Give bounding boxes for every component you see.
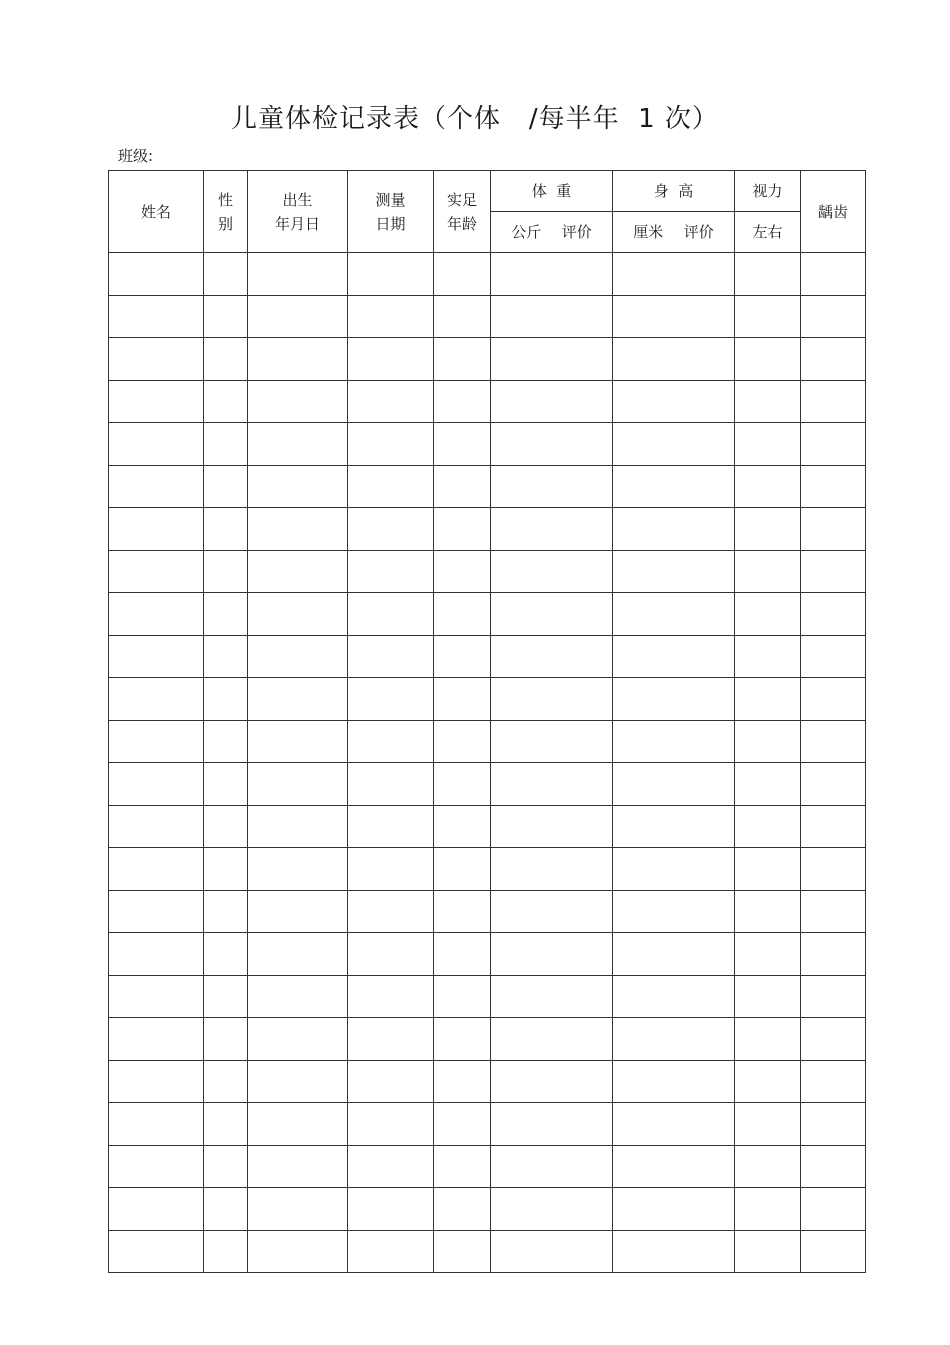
header-weight-sub xyxy=(491,212,613,253)
cell-birth[interactable] xyxy=(248,763,348,806)
cell-measure-date[interactable] xyxy=(348,763,434,806)
cell-height[interactable] xyxy=(613,1230,735,1273)
cell-name[interactable] xyxy=(109,380,204,423)
cell-teeth[interactable] xyxy=(801,805,866,848)
cell-teeth[interactable] xyxy=(801,635,866,678)
cell-age[interactable] xyxy=(434,890,491,933)
cell-weight[interactable] xyxy=(491,975,613,1018)
cell-measure-date[interactable] xyxy=(348,593,434,636)
header-vision-lr: 左右 xyxy=(735,212,801,253)
cell-teeth[interactable] xyxy=(801,295,866,338)
cell-measure-date[interactable] xyxy=(348,380,434,423)
cell-height[interactable] xyxy=(613,848,735,891)
cell-birth[interactable] xyxy=(248,1060,348,1103)
header-name: 姓名 xyxy=(109,171,204,253)
header-weight xyxy=(491,171,613,212)
cell-height[interactable] xyxy=(613,1145,735,1188)
cell-measure-date[interactable] xyxy=(348,1188,434,1231)
cell-weight[interactable] xyxy=(491,1103,613,1146)
header-weight-kg: 公斤 xyxy=(511,223,542,241)
cell-name[interactable] xyxy=(109,890,204,933)
cell-height[interactable] xyxy=(613,975,735,1018)
cell-vision[interactable] xyxy=(735,338,801,381)
table-row xyxy=(109,763,866,806)
cell-gender[interactable] xyxy=(204,295,248,338)
cell-age[interactable] xyxy=(434,1103,491,1146)
cell-name[interactable] xyxy=(109,1230,204,1273)
cell-birth[interactable] xyxy=(248,423,348,466)
cell-measure-date[interactable] xyxy=(348,805,434,848)
cell-height[interactable] xyxy=(613,253,735,296)
cell-birth[interactable] xyxy=(248,253,348,296)
cell-weight[interactable] xyxy=(491,763,613,806)
cell-gender[interactable] xyxy=(204,1103,248,1146)
cell-measure-date[interactable] xyxy=(348,933,434,976)
cell-teeth[interactable] xyxy=(801,1103,866,1146)
cell-name[interactable] xyxy=(109,593,204,636)
cell-measure-date[interactable] xyxy=(348,338,434,381)
table-row xyxy=(109,380,866,423)
cell-age[interactable] xyxy=(434,1018,491,1061)
header-vision: 视力 xyxy=(735,171,801,212)
table-row xyxy=(109,1230,866,1273)
cell-gender[interactable] xyxy=(204,380,248,423)
cell-height[interactable] xyxy=(613,678,735,721)
table-row xyxy=(109,975,866,1018)
cell-birth[interactable] xyxy=(248,380,348,423)
cell-height[interactable] xyxy=(613,763,735,806)
cell-height[interactable] xyxy=(613,1060,735,1103)
cell-name[interactable] xyxy=(109,1060,204,1103)
cell-measure-date[interactable] xyxy=(348,635,434,678)
cell-age[interactable] xyxy=(434,1145,491,1188)
cell-birth[interactable] xyxy=(248,1188,348,1231)
class-label: 班级: xyxy=(118,147,154,165)
cell-age[interactable] xyxy=(434,933,491,976)
cell-weight[interactable] xyxy=(491,423,613,466)
cell-vision[interactable] xyxy=(735,933,801,976)
cell-birth[interactable] xyxy=(248,635,348,678)
cell-name[interactable] xyxy=(109,295,204,338)
cell-name[interactable] xyxy=(109,805,204,848)
table-row xyxy=(109,933,866,976)
cell-weight[interactable] xyxy=(491,1018,613,1061)
cell-teeth[interactable] xyxy=(801,1188,866,1231)
cell-measure-date[interactable] xyxy=(348,1060,434,1103)
cell-birth[interactable] xyxy=(248,465,348,508)
cell-birth[interactable] xyxy=(248,720,348,763)
cell-teeth[interactable] xyxy=(801,1230,866,1273)
cell-weight[interactable] xyxy=(491,508,613,551)
cell-name[interactable] xyxy=(109,678,204,721)
header-height-cm: 厘米 xyxy=(633,223,664,241)
header-age-line1: 实足 xyxy=(446,190,477,209)
cell-height[interactable] xyxy=(613,380,735,423)
cell-gender[interactable] xyxy=(204,933,248,976)
cell-vision[interactable] xyxy=(735,1145,801,1188)
cell-birth[interactable] xyxy=(248,805,348,848)
cell-gender[interactable] xyxy=(204,848,248,891)
cell-weight[interactable] xyxy=(491,678,613,721)
cell-name[interactable] xyxy=(109,635,204,678)
cell-weight[interactable] xyxy=(491,465,613,508)
cell-name[interactable] xyxy=(109,933,204,976)
cell-gender[interactable] xyxy=(204,720,248,763)
cell-age[interactable] xyxy=(434,380,491,423)
table-row xyxy=(109,295,866,338)
cell-vision[interactable] xyxy=(735,975,801,1018)
cell-birth[interactable] xyxy=(248,678,348,721)
cell-gender[interactable] xyxy=(204,338,248,381)
cell-gender[interactable] xyxy=(204,253,248,296)
cell-height[interactable] xyxy=(613,890,735,933)
cell-measure-date[interactable] xyxy=(348,550,434,593)
cell-name[interactable] xyxy=(109,1145,204,1188)
cell-weight[interactable] xyxy=(491,720,613,763)
cell-age[interactable] xyxy=(434,295,491,338)
cell-height[interactable] xyxy=(613,805,735,848)
cell-teeth[interactable] xyxy=(801,423,866,466)
cell-measure-date[interactable] xyxy=(348,890,434,933)
cell-height[interactable] xyxy=(613,295,735,338)
cell-gender[interactable] xyxy=(204,1018,248,1061)
header-gender-line2: 别 xyxy=(217,214,233,233)
table-row xyxy=(109,1188,866,1231)
cell-name[interactable] xyxy=(109,720,204,763)
cell-age[interactable] xyxy=(434,848,491,891)
cell-teeth[interactable] xyxy=(801,550,866,593)
cell-gender[interactable] xyxy=(204,593,248,636)
cell-gender[interactable] xyxy=(204,1145,248,1188)
table-row xyxy=(109,890,866,933)
cell-age[interactable] xyxy=(434,678,491,721)
cell-birth[interactable] xyxy=(248,295,348,338)
cell-measure-date[interactable] xyxy=(348,1230,434,1273)
cell-measure-date[interactable] xyxy=(348,848,434,891)
cell-teeth[interactable] xyxy=(801,465,866,508)
cell-measure-date[interactable] xyxy=(348,678,434,721)
cell-vision[interactable] xyxy=(735,720,801,763)
cell-height[interactable] xyxy=(613,720,735,763)
cell-vision[interactable] xyxy=(735,423,801,466)
table-row xyxy=(109,508,866,551)
cell-birth[interactable] xyxy=(248,1103,348,1146)
table-row xyxy=(109,465,866,508)
cell-measure-date[interactable] xyxy=(348,465,434,508)
cell-teeth[interactable] xyxy=(801,763,866,806)
cell-vision[interactable] xyxy=(735,295,801,338)
header-weight-label: 体 重 xyxy=(531,182,572,200)
cell-height[interactable] xyxy=(613,1103,735,1146)
cell-weight[interactable] xyxy=(491,593,613,636)
cell-gender[interactable] xyxy=(204,508,248,551)
cell-age[interactable] xyxy=(434,508,491,551)
header-measure-date xyxy=(348,171,434,253)
cell-weight[interactable] xyxy=(491,635,613,678)
header-height xyxy=(613,171,735,212)
cell-birth[interactable] xyxy=(248,593,348,636)
cell-measure-date[interactable] xyxy=(348,423,434,466)
cell-vision[interactable] xyxy=(735,465,801,508)
cell-height[interactable] xyxy=(613,550,735,593)
cell-age[interactable] xyxy=(434,593,491,636)
cell-name[interactable] xyxy=(109,848,204,891)
cell-measure-date[interactable] xyxy=(348,253,434,296)
cell-weight[interactable] xyxy=(491,380,613,423)
cell-name[interactable] xyxy=(109,550,204,593)
table-row xyxy=(109,550,866,593)
cell-vision[interactable] xyxy=(735,678,801,721)
cell-vision[interactable] xyxy=(735,1060,801,1103)
cell-height[interactable] xyxy=(613,593,735,636)
cell-vision[interactable] xyxy=(735,635,801,678)
cell-vision[interactable] xyxy=(735,1018,801,1061)
cell-gender[interactable] xyxy=(204,1188,248,1231)
cell-weight[interactable] xyxy=(491,550,613,593)
cell-height[interactable] xyxy=(613,423,735,466)
cell-gender[interactable] xyxy=(204,1060,248,1103)
cell-age[interactable] xyxy=(434,1230,491,1273)
cell-teeth[interactable] xyxy=(801,848,866,891)
cell-name[interactable] xyxy=(109,763,204,806)
cell-gender[interactable] xyxy=(204,423,248,466)
header-age-line2: 年龄 xyxy=(446,214,477,233)
cell-gender[interactable] xyxy=(204,763,248,806)
cell-birth[interactable] xyxy=(248,1145,348,1188)
cell-age[interactable] xyxy=(434,1188,491,1231)
cell-height[interactable] xyxy=(613,635,735,678)
cell-age[interactable] xyxy=(434,338,491,381)
cell-weight[interactable] xyxy=(491,933,613,976)
cell-weight[interactable] xyxy=(491,848,613,891)
cell-age[interactable] xyxy=(434,423,491,466)
cell-vision[interactable] xyxy=(735,593,801,636)
cell-birth[interactable] xyxy=(248,848,348,891)
cell-age[interactable] xyxy=(434,975,491,1018)
cell-measure-date[interactable] xyxy=(348,1145,434,1188)
cell-name[interactable] xyxy=(109,423,204,466)
header-gender xyxy=(204,171,248,253)
cell-measure-date[interactable] xyxy=(348,975,434,1018)
cell-measure-date[interactable] xyxy=(348,295,434,338)
cell-weight[interactable] xyxy=(491,1145,613,1188)
header-height-sub xyxy=(613,212,735,253)
cell-height[interactable] xyxy=(613,465,735,508)
table-row xyxy=(109,253,866,296)
header-birth-line2: 年月日 xyxy=(274,214,320,233)
cell-vision[interactable] xyxy=(735,1103,801,1146)
cell-measure-date[interactable] xyxy=(348,508,434,551)
header-measure-line1: 测量 xyxy=(375,190,406,209)
header-gender-line1: 性 xyxy=(217,190,233,209)
page-title: 儿童体检记录表（个体 /每半年 1 次） xyxy=(231,104,719,134)
cell-vision[interactable] xyxy=(735,1230,801,1273)
cell-vision[interactable] xyxy=(735,380,801,423)
cell-gender[interactable] xyxy=(204,1230,248,1273)
table-row xyxy=(109,720,866,763)
table-row xyxy=(109,1060,866,1103)
cell-age[interactable] xyxy=(434,1060,491,1103)
cell-birth[interactable] xyxy=(248,933,348,976)
cell-teeth[interactable] xyxy=(801,933,866,976)
cell-gender[interactable] xyxy=(204,465,248,508)
cell-age[interactable] xyxy=(434,253,491,296)
cell-teeth[interactable] xyxy=(801,1018,866,1061)
cell-teeth[interactable] xyxy=(801,1145,866,1188)
cell-weight[interactable] xyxy=(491,1230,613,1273)
cell-weight[interactable] xyxy=(491,1188,613,1231)
header-birth-line1: 出生 xyxy=(282,190,313,209)
header-teeth: 龋齿 xyxy=(801,171,866,253)
table-row xyxy=(109,1018,866,1061)
cell-weight[interactable] xyxy=(491,295,613,338)
cell-name[interactable] xyxy=(109,253,204,296)
cell-vision[interactable] xyxy=(735,763,801,806)
cell-birth[interactable] xyxy=(248,338,348,381)
cell-gender[interactable] xyxy=(204,635,248,678)
cell-birth[interactable] xyxy=(248,975,348,1018)
cell-gender[interactable] xyxy=(204,975,248,1018)
cell-name[interactable] xyxy=(109,1188,204,1231)
cell-height[interactable] xyxy=(613,1018,735,1061)
cell-name[interactable] xyxy=(109,508,204,551)
cell-vision[interactable] xyxy=(735,550,801,593)
cell-teeth[interactable] xyxy=(801,1060,866,1103)
cell-teeth[interactable] xyxy=(801,380,866,423)
table-row xyxy=(109,338,866,381)
cell-vision[interactable] xyxy=(735,253,801,296)
table-row xyxy=(109,805,866,848)
cell-teeth[interactable] xyxy=(801,975,866,1018)
header-age xyxy=(434,171,491,253)
cell-age[interactable] xyxy=(434,465,491,508)
cell-gender[interactable] xyxy=(204,678,248,721)
cell-weight[interactable] xyxy=(491,805,613,848)
cell-vision[interactable] xyxy=(735,890,801,933)
cell-vision[interactable] xyxy=(735,1188,801,1231)
cell-age[interactable] xyxy=(434,720,491,763)
cell-measure-date[interactable] xyxy=(348,1103,434,1146)
cell-gender[interactable] xyxy=(204,890,248,933)
cell-vision[interactable] xyxy=(735,805,801,848)
cell-weight[interactable] xyxy=(491,890,613,933)
cell-teeth[interactable] xyxy=(801,720,866,763)
cell-weight[interactable] xyxy=(491,338,613,381)
table-row xyxy=(109,848,866,891)
cell-height[interactable] xyxy=(613,933,735,976)
cell-age[interactable] xyxy=(434,635,491,678)
cell-vision[interactable] xyxy=(735,848,801,891)
cell-height[interactable] xyxy=(613,1188,735,1231)
cell-height[interactable] xyxy=(613,338,735,381)
header-measure-line2: 日期 xyxy=(375,214,406,233)
cell-teeth[interactable] xyxy=(801,253,866,296)
header-height-label: 身 高 xyxy=(653,182,694,200)
cell-age[interactable] xyxy=(434,763,491,806)
cell-birth[interactable] xyxy=(248,550,348,593)
cell-weight[interactable] xyxy=(491,253,613,296)
cell-name[interactable] xyxy=(109,465,204,508)
cell-teeth[interactable] xyxy=(801,678,866,721)
header-weight-eval: 评价 xyxy=(561,223,592,241)
cell-gender[interactable] xyxy=(204,550,248,593)
cell-measure-date[interactable] xyxy=(348,720,434,763)
header-birth xyxy=(248,171,348,253)
cell-height[interactable] xyxy=(613,508,735,551)
cell-teeth[interactable] xyxy=(801,593,866,636)
cell-weight[interactable] xyxy=(491,1060,613,1103)
header-height-eval: 评价 xyxy=(683,223,714,241)
cell-birth[interactable] xyxy=(248,1018,348,1061)
cell-birth[interactable] xyxy=(248,1230,348,1273)
cell-name[interactable] xyxy=(109,1103,204,1146)
health-record-table xyxy=(108,170,866,1273)
cell-birth[interactable] xyxy=(248,508,348,551)
table-row xyxy=(109,593,866,636)
table-row xyxy=(109,1145,866,1188)
cell-teeth[interactable] xyxy=(801,508,866,551)
cell-measure-date[interactable] xyxy=(348,1018,434,1061)
table-row xyxy=(109,423,866,466)
cell-name[interactable] xyxy=(109,338,204,381)
cell-gender[interactable] xyxy=(204,805,248,848)
cell-age[interactable] xyxy=(434,550,491,593)
cell-age[interactable] xyxy=(434,805,491,848)
table-row xyxy=(109,678,866,721)
cell-birth[interactable] xyxy=(248,890,348,933)
cell-name[interactable] xyxy=(109,1018,204,1061)
cell-name[interactable] xyxy=(109,975,204,1018)
cell-teeth[interactable] xyxy=(801,890,866,933)
cell-teeth[interactable] xyxy=(801,338,866,381)
table-row xyxy=(109,1103,866,1146)
table-row xyxy=(109,635,866,678)
cell-vision[interactable] xyxy=(735,508,801,551)
